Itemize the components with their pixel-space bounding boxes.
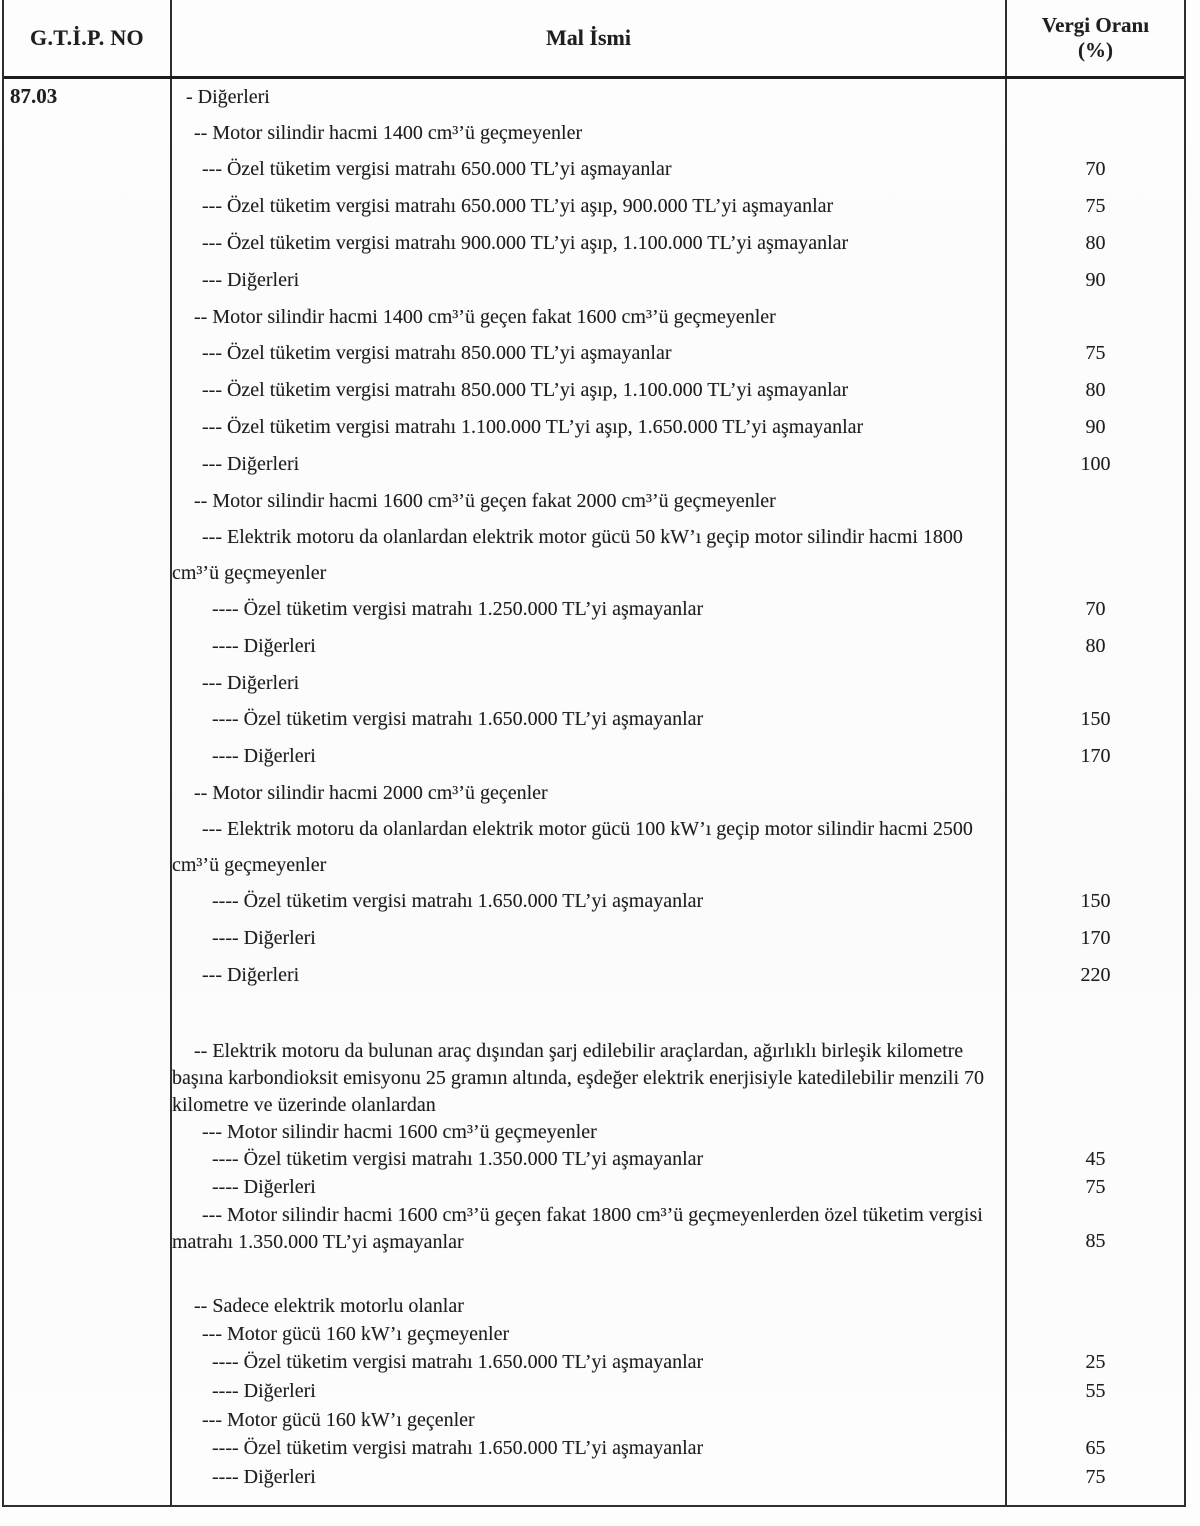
- table-row: [4, 665, 1184, 701]
- table-row: [4, 883, 1184, 920]
- gtip-no-cell: [4, 628, 172, 665]
- table-row: [4, 591, 1184, 628]
- row-rate: [1007, 79, 1184, 115]
- header-gtip-no-label: G.T.İ.P. NO: [30, 25, 144, 50]
- row-description: -- Motor silindir hacmi 1400 cm³’ü geçen fakat 1600 cm³’ü geçmeyenler: [172, 299, 1007, 335]
- row-rate: [1007, 775, 1184, 811]
- row-rate: 70: [1085, 598, 1106, 620]
- gtip-no-cell: [4, 1174, 172, 1202]
- row-rate: [1007, 1320, 1184, 1348]
- gtip-no-cell: [4, 446, 172, 483]
- row-rate: 80: [1085, 635, 1106, 657]
- row-description: ---- Özel tüketim vergisi matrahı 1.650.000 TL’yi aşmayanlar: [172, 883, 1007, 920]
- row-rate: [1007, 483, 1184, 519]
- gtip-no-cell: [4, 994, 172, 1119]
- row-rate: 150: [1080, 708, 1111, 730]
- table-row: [4, 372, 1184, 409]
- gtip-no-cell: [4, 738, 172, 775]
- table-row: [4, 446, 1184, 483]
- row-rate: [1007, 299, 1184, 335]
- row-description: -- Elektrik motoru da bulunan araç dışından şarj edilebilir araçlardan, ağırlıklı birleşik kilometre başına karbondioksit emisyonu 25 gramın altında, eşdeğer elektrik enerjisiyle katedilebilir menzili 70 kilometre ve üzerinde olanlardan: [172, 994, 1007, 1119]
- gtip-no-cell: [4, 701, 172, 738]
- header-vergi-orani-unit: (%): [1078, 38, 1113, 62]
- row-rate: 25: [1085, 1351, 1106, 1373]
- row-description: ---- Özel tüketim vergisi matrahı 1.650.000 TL’yi aşmayanlar: [172, 701, 1007, 738]
- row-rate: 90: [1085, 269, 1106, 291]
- row-rate: 65: [1085, 1437, 1106, 1459]
- row-rate: [1007, 115, 1184, 151]
- table-row: [4, 1119, 1184, 1146]
- row-rate: 75: [1085, 195, 1106, 217]
- row-description: ---- Diğerleri: [172, 1174, 1007, 1202]
- gtip-no-cell: [4, 299, 172, 335]
- gtip-no-cell: [4, 1119, 172, 1146]
- row-rate: 85: [1085, 1230, 1106, 1252]
- row-rate: 75: [1085, 1176, 1106, 1198]
- row-description: ---- Diğerleri: [172, 628, 1007, 665]
- row-description: --- Motor gücü 160 kW’ı geçmeyenler: [172, 1320, 1007, 1348]
- header-vergi-orani: [1007, 0, 1184, 76]
- row-rate: [1007, 519, 1184, 591]
- gtip-no-cell: [4, 920, 172, 957]
- row-rate: 170: [1080, 927, 1111, 949]
- gtip-no-cell: [4, 1256, 172, 1320]
- row-description: ---- Diğerleri: [172, 1377, 1007, 1406]
- row-rate: 75: [1085, 342, 1106, 364]
- row-description: --- Elektrik motoru da olanlardan elektrik motor gücü 100 kW’ı geçip motor silindir hacmi 2500 cm³’ü geçmeyenler: [172, 811, 1007, 883]
- row-description: ---- Diğerleri: [172, 920, 1007, 957]
- gtip-no-cell: [4, 262, 172, 299]
- table-filler-row: [4, 1492, 1184, 1505]
- row-rate: [1007, 811, 1184, 883]
- table-row: [4, 299, 1184, 335]
- table-header-row: [4, 0, 1184, 79]
- table-body: [4, 79, 1184, 1492]
- row-description: --- Diğerleri: [172, 665, 1007, 701]
- gtip-no-cell: [4, 665, 172, 701]
- table-row: [4, 920, 1184, 957]
- row-rate: 75: [1085, 1466, 1106, 1488]
- row-description: --- Özel tüketim vergisi matrahı 650.000 TL’yi aşmayanlar: [172, 151, 1007, 188]
- gtip-no-cell: [4, 1348, 172, 1377]
- row-description: --- Motor gücü 160 kW’ı geçenler: [172, 1406, 1007, 1434]
- table-row: [4, 1146, 1184, 1174]
- row-description: --- Motor silindir hacmi 1600 cm³’ü geçen fakat 1800 cm³’ü geçmeyenlerden özel tüketim vergisi matrahı 1.350.000 TL’yi aşmayanlar: [172, 1202, 1007, 1256]
- row-description: ---- Diğerleri: [172, 1463, 1007, 1492]
- table-row: [4, 225, 1184, 262]
- table-row: [4, 151, 1184, 188]
- gtip-no-cell: [4, 188, 172, 225]
- row-description: --- Motor silindir hacmi 1600 cm³’ü geçmeyenler: [172, 1119, 1007, 1146]
- row-rate: 70: [1085, 158, 1106, 180]
- table-row: [4, 1174, 1184, 1202]
- row-rate: [1007, 1406, 1184, 1434]
- gtip-no-cell: [4, 775, 172, 811]
- table-row: [4, 1463, 1184, 1492]
- table-row: [4, 79, 1184, 115]
- table-row: [4, 188, 1184, 225]
- table-row: [4, 335, 1184, 372]
- row-rate: 55: [1085, 1380, 1106, 1402]
- row-description: --- Özel tüketim vergisi matrahı 650.000 TL’yi aşıp, 900.000 TL’yi aşmayanlar: [172, 188, 1007, 225]
- row-description: --- Özel tüketim vergisi matrahı 850.000 TL’yi aşıp, 1.100.000 TL’yi aşmayanlar: [172, 372, 1007, 409]
- table-row: [4, 1202, 1184, 1256]
- header-gtip-no: [4, 0, 172, 76]
- table-row: [4, 701, 1184, 738]
- table-row: [4, 1348, 1184, 1377]
- row-description: --- Elektrik motoru da olanlardan elektrik motor gücü 50 kW’ı geçip motor silindir hacmi 1800 cm³’ü geçmeyenler: [172, 519, 1007, 591]
- row-rate: [1007, 1256, 1184, 1320]
- table-row: [4, 1377, 1184, 1406]
- row-description: -- Motor silindir hacmi 2000 cm³’ü geçenler: [172, 775, 1007, 811]
- row-rate: [1007, 665, 1184, 701]
- gtip-no-cell: [4, 591, 172, 628]
- table-row: [4, 115, 1184, 151]
- table-row: [4, 957, 1184, 994]
- gtip-no-cell: [4, 811, 172, 883]
- gtip-no-cell: [4, 225, 172, 262]
- gtip-no-cell: [4, 1320, 172, 1348]
- gtip-no-cell: [4, 409, 172, 446]
- gtip-no-cell: [4, 519, 172, 591]
- row-description: --- Diğerleri: [172, 446, 1007, 483]
- table-row: [4, 409, 1184, 446]
- gtip-no-cell: [4, 957, 172, 994]
- row-description: - Diğerleri: [172, 79, 1007, 115]
- tax-rate-table: [2, 0, 1186, 1507]
- row-description: -- Motor silindir hacmi 1600 cm³’ü geçen fakat 2000 cm³’ü geçmeyenler: [172, 483, 1007, 519]
- table-row: [4, 1434, 1184, 1463]
- gtip-no-cell: [4, 335, 172, 372]
- row-description: --- Diğerleri: [172, 957, 1007, 994]
- row-description: -- Sadece elektrik motorlu olanlar: [172, 1256, 1007, 1320]
- header-mal-ismi: [172, 0, 1007, 76]
- table-row: [4, 483, 1184, 519]
- row-description: --- Diğerleri: [172, 262, 1007, 299]
- row-description: -- Motor silindir hacmi 1400 cm³’ü geçmeyenler: [172, 115, 1007, 151]
- table-row: [4, 1406, 1184, 1434]
- row-rate: 90: [1085, 416, 1106, 438]
- row-description: --- Özel tüketim vergisi matrahı 850.000 TL’yi aşmayanlar: [172, 335, 1007, 372]
- header-vergi-orani-label: Vergi Oranı: [1041, 13, 1150, 37]
- gtip-no-cell: [4, 1202, 172, 1256]
- row-description: --- Özel tüketim vergisi matrahı 900.000 TL’yi aşıp, 1.100.000 TL’yi aşmayanlar: [172, 225, 1007, 262]
- row-rate: 80: [1085, 379, 1106, 401]
- row-description: ---- Özel tüketim vergisi matrahı 1.650.000 TL’yi aşmayanlar: [172, 1434, 1007, 1463]
- table-row: [4, 738, 1184, 775]
- row-description: --- Özel tüketim vergisi matrahı 1.100.000 TL’yi aşıp, 1.650.000 TL’yi aşmayanlar: [172, 409, 1007, 446]
- table-row: [4, 262, 1184, 299]
- table-row: [4, 1256, 1184, 1320]
- gtip-no-cell: [4, 483, 172, 519]
- gtip-no-cell: [4, 883, 172, 920]
- table-row: [4, 628, 1184, 665]
- gtip-no-cell: [4, 115, 172, 151]
- gtip-no-cell: [4, 1434, 172, 1463]
- gtip-no-cell: [4, 151, 172, 188]
- table-row: [4, 519, 1184, 591]
- row-rate: [1007, 994, 1184, 1119]
- row-description: ---- Özel tüketim vergisi matrahı 1.250.000 TL’yi aşmayanlar: [172, 591, 1007, 628]
- gtip-no-cell: [4, 1377, 172, 1406]
- row-description: ---- Özel tüketim vergisi matrahı 1.350.000 TL’yi aşmayanlar: [172, 1146, 1007, 1174]
- gtip-no-cell: [4, 372, 172, 409]
- row-description: ---- Diğerleri: [172, 738, 1007, 775]
- table-row: [4, 775, 1184, 811]
- row-rate: [1007, 1119, 1184, 1146]
- gtip-no-cell: [4, 1463, 172, 1492]
- table-row: [4, 994, 1184, 1119]
- gtip-no-cell: [4, 1406, 172, 1434]
- gtip-no-cell: [4, 1146, 172, 1174]
- row-rate: 100: [1080, 453, 1111, 475]
- row-rate: 45: [1085, 1148, 1106, 1170]
- gtip-no-cell: 87.03: [4, 79, 172, 115]
- row-rate: 150: [1080, 890, 1111, 912]
- header-mal-ismi-label: Mal İsmi: [546, 25, 631, 50]
- row-rate: 170: [1080, 745, 1111, 767]
- row-rate: 80: [1085, 232, 1106, 254]
- table-row: [4, 1320, 1184, 1348]
- row-description: ---- Özel tüketim vergisi matrahı 1.650.000 TL’yi aşmayanlar: [172, 1348, 1007, 1377]
- row-rate: 220: [1080, 964, 1111, 986]
- table-row: [4, 811, 1184, 883]
